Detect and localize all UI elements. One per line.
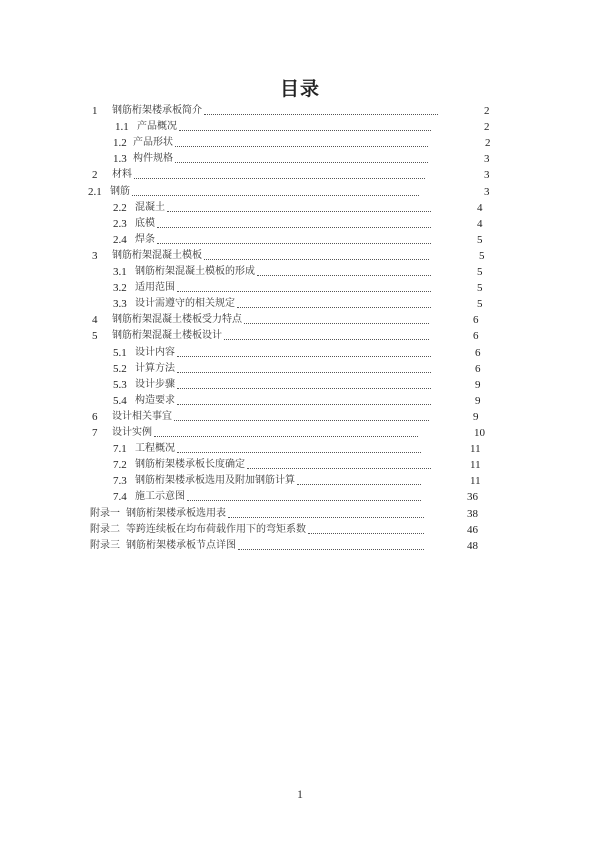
toc-entry[interactable]	[0, 441, 600, 457]
toc-entry-title: 钢筋桁架楼承板简介	[112, 105, 202, 116]
toc-entry-label	[135, 393, 176, 409]
toc-entry-number: 附录二	[90, 523, 120, 535]
toc-entry-title: 钢筋桁架楼承板长度确定	[135, 459, 245, 471]
toc-entry-number: 3	[92, 249, 98, 262]
toc-entry-number: 7.1	[113, 443, 127, 456]
toc-entry[interactable]	[0, 328, 600, 344]
toc-entry-number: 5	[92, 330, 98, 343]
toc-entry-number: 2.1	[88, 185, 102, 198]
toc-entry-number: 2.2	[113, 201, 127, 214]
toc-entry[interactable]	[0, 457, 600, 473]
toc-entry-number: 7.4	[113, 491, 127, 504]
dot-leader	[177, 451, 421, 453]
toc-entry-title: 钢筋桁架楼承板选用表	[126, 507, 226, 519]
toc-entry-label	[135, 473, 296, 489]
toc-entry-title: 设计内容	[135, 346, 175, 358]
toc-entry-page: 9	[475, 378, 481, 391]
toc-entry-label	[135, 232, 156, 248]
toc-entry-title: 钢筋桁架混凝土模板的形成	[135, 266, 255, 277]
dot-leader	[297, 483, 421, 485]
toc-entry-title: 设计需遵守的相关规定	[135, 298, 235, 310]
toc-entry-page: 36	[467, 491, 478, 504]
toc-entry[interactable]	[0, 538, 600, 554]
toc-entry-label	[112, 248, 203, 264]
toc-entry[interactable]	[0, 506, 600, 522]
dot-leader	[157, 242, 431, 244]
toc-entry-label	[135, 200, 166, 216]
toc-entry-number: 6	[92, 410, 98, 423]
toc-entry-page: 6	[473, 330, 479, 343]
toc-entry-page: 5	[477, 233, 483, 246]
toc-entry-title: 材料	[112, 169, 132, 181]
toc-entry-number: 7.3	[113, 475, 127, 488]
toc-entry-label	[135, 457, 246, 473]
toc-entry-label	[135, 345, 176, 361]
toc-entry-number: 1.1	[115, 121, 129, 134]
toc-entry-number: 1.2	[113, 137, 127, 150]
toc-entry-title: 等跨连续板在均布荷载作用下的弯矩系数	[126, 523, 306, 535]
toc-entry-page: 5	[479, 249, 485, 262]
toc-entry-label	[112, 425, 153, 441]
toc-entry-number: 5.3	[113, 378, 127, 391]
toc-entry[interactable]	[0, 248, 600, 264]
page-title: 目录	[279, 78, 320, 100]
toc-entry[interactable]	[0, 167, 600, 183]
dot-leader	[247, 467, 431, 469]
toc-entry-label	[112, 328, 223, 344]
toc-entry-number: 2.3	[113, 217, 127, 230]
toc-entry-title: 设计相关事宜	[112, 410, 172, 422]
dot-leader	[257, 274, 431, 276]
toc-entry-page: 11	[470, 443, 481, 456]
toc-entry-label	[135, 489, 186, 505]
toc-entry[interactable]	[0, 200, 600, 216]
toc-entry[interactable]	[0, 296, 600, 312]
toc-entry[interactable]	[0, 184, 600, 200]
toc-entry-label	[135, 280, 176, 296]
dot-leader	[237, 306, 431, 308]
toc-entry-title: 计算方法	[135, 362, 175, 374]
toc-entry-label	[112, 103, 203, 119]
toc-entry-page: 3	[484, 169, 490, 182]
toc-entry-number: 2	[92, 169, 98, 182]
toc-entry-number: 7	[92, 427, 98, 439]
toc-entry[interactable]	[0, 216, 600, 232]
dot-leader	[167, 210, 431, 212]
dot-leader	[204, 258, 429, 260]
toc-entry[interactable]	[0, 425, 600, 441]
toc-entry-label	[126, 506, 227, 522]
toc-entry-number: 2.4	[113, 233, 127, 246]
toc-entry-number: 1.3	[113, 153, 127, 166]
toc-entry-label	[126, 538, 237, 554]
dot-leader	[174, 419, 429, 421]
toc-entry[interactable]	[0, 522, 600, 538]
toc-entry-number: 3.2	[113, 282, 127, 295]
toc-entry[interactable]	[0, 151, 600, 167]
toc-entry-label	[133, 135, 174, 151]
toc-entry-page: 2	[484, 121, 490, 134]
toc-entry-page: 2	[485, 137, 491, 150]
toc-entry-page: 9	[473, 410, 479, 423]
dot-leader	[228, 516, 424, 518]
toc-entry[interactable]	[0, 393, 600, 409]
dot-leader	[177, 371, 431, 373]
toc-entry-title: 钢筋桁架混凝土楼板设计	[112, 330, 222, 342]
toc-entry-number: 3.1	[113, 266, 127, 278]
toc-entry-title: 工程概况	[135, 443, 175, 455]
toc-entry-title: 钢筋	[110, 185, 130, 197]
toc-entry-title: 混凝土	[135, 201, 165, 213]
toc-entry[interactable]	[0, 361, 600, 377]
dot-leader	[134, 177, 425, 179]
toc-entry-page: 4	[477, 201, 483, 214]
toc-entry-label	[137, 119, 178, 135]
dot-leader	[175, 161, 428, 163]
toc-entry-label	[112, 312, 243, 328]
toc-entry-title: 设计实例	[112, 427, 152, 438]
toc-entry-page: 5	[477, 282, 483, 295]
toc-entry[interactable]	[0, 135, 600, 151]
toc-entry-page: 3	[484, 185, 490, 198]
dot-leader	[308, 532, 424, 534]
toc-entry-title: 施工示意图	[135, 491, 185, 503]
dot-leader	[177, 387, 431, 389]
toc-entry-page: 48	[467, 539, 478, 552]
toc-entry-page: 38	[467, 507, 478, 520]
dot-leader	[238, 548, 424, 550]
dot-leader	[204, 113, 438, 115]
dot-leader	[157, 226, 431, 228]
page-number: 1	[297, 787, 303, 801]
toc-entry-label	[110, 184, 131, 200]
toc-entry-label	[112, 409, 173, 425]
toc-entry-page: 5	[477, 298, 483, 311]
toc-entry[interactable]	[0, 377, 600, 393]
dot-leader	[177, 403, 431, 405]
toc-entry-title: 底模	[135, 217, 155, 229]
toc-entry-page: 6	[475, 346, 481, 359]
toc-entry-number: 1	[92, 105, 98, 117]
toc-entry[interactable]	[0, 264, 600, 280]
dot-leader	[175, 145, 428, 147]
dot-leader	[244, 322, 429, 324]
toc-entry-title: 适用范围	[135, 282, 175, 294]
toc-entry-label	[112, 167, 133, 183]
toc-entry[interactable]	[0, 280, 600, 296]
dot-leader	[177, 355, 431, 357]
toc-entry-label	[135, 216, 156, 232]
dot-leader	[224, 338, 429, 340]
toc-entry-label	[133, 151, 174, 167]
toc-entry-page: 6	[473, 314, 479, 327]
dot-leader	[177, 290, 431, 292]
toc-entry-number: 5.2	[113, 362, 127, 375]
toc-entry-label	[135, 296, 236, 312]
toc-entry-number: 4	[92, 314, 98, 327]
toc-entry-number: 5.4	[113, 394, 127, 407]
toc-entry[interactable]	[0, 232, 600, 248]
toc-entry-title: 产品概况	[137, 121, 177, 133]
toc-entry-label	[126, 522, 307, 538]
toc-entry-page: 2	[484, 105, 490, 117]
toc-entry[interactable]	[0, 409, 600, 425]
dot-leader	[187, 499, 421, 501]
toc-entry-number: 3.3	[113, 298, 127, 311]
toc-entry-page: 9	[475, 394, 481, 407]
toc-entry-page: 10	[474, 427, 485, 439]
dot-leader	[154, 435, 418, 437]
toc-entry-title: 构造要求	[135, 394, 175, 406]
toc-entry-number: 5.1	[113, 346, 127, 359]
toc-entry[interactable]	[0, 312, 600, 328]
toc-entry-page: 3	[484, 153, 490, 166]
toc-entry[interactable]	[0, 345, 600, 361]
toc-entry-page: 11	[470, 459, 481, 472]
dot-leader	[132, 194, 419, 196]
toc-entry-page: 5	[477, 266, 483, 278]
toc-entry[interactable]	[0, 103, 600, 119]
toc-entry[interactable]	[0, 119, 600, 135]
toc-entry-title: 焊条	[135, 233, 155, 245]
toc-entry-label	[135, 377, 176, 393]
toc-entry-page: 4	[477, 217, 483, 230]
toc-entry-page: 11	[470, 475, 481, 488]
toc-entry-number: 附录一	[90, 507, 120, 519]
toc-entry-number: 附录三	[90, 539, 120, 551]
toc-entry-label	[135, 264, 256, 280]
toc-entry-title: 钢筋桁架楼承板节点详图	[126, 539, 236, 551]
toc-entry-page: 46	[467, 523, 478, 536]
toc-entry-title: 产品形状	[133, 137, 173, 149]
toc-entry-title: 钢筋桁架楼承板选用及附加钢筋计算	[135, 475, 295, 487]
toc-entry-title: 设计步骤	[135, 378, 175, 390]
toc-entry-number: 7.2	[113, 459, 127, 472]
toc-entry-title: 构件规格	[133, 153, 173, 165]
toc-entry-title: 钢筋桁架混凝土模板	[112, 249, 202, 261]
toc-entry-label	[135, 441, 176, 457]
toc-entry-page: 6	[475, 362, 481, 375]
toc-entry[interactable]	[0, 473, 600, 489]
toc-entry-title: 钢筋桁架混凝土楼板受力特点	[112, 314, 242, 326]
dot-leader	[179, 129, 431, 131]
toc-entry-label	[135, 361, 176, 377]
toc-entry[interactable]	[0, 489, 600, 505]
